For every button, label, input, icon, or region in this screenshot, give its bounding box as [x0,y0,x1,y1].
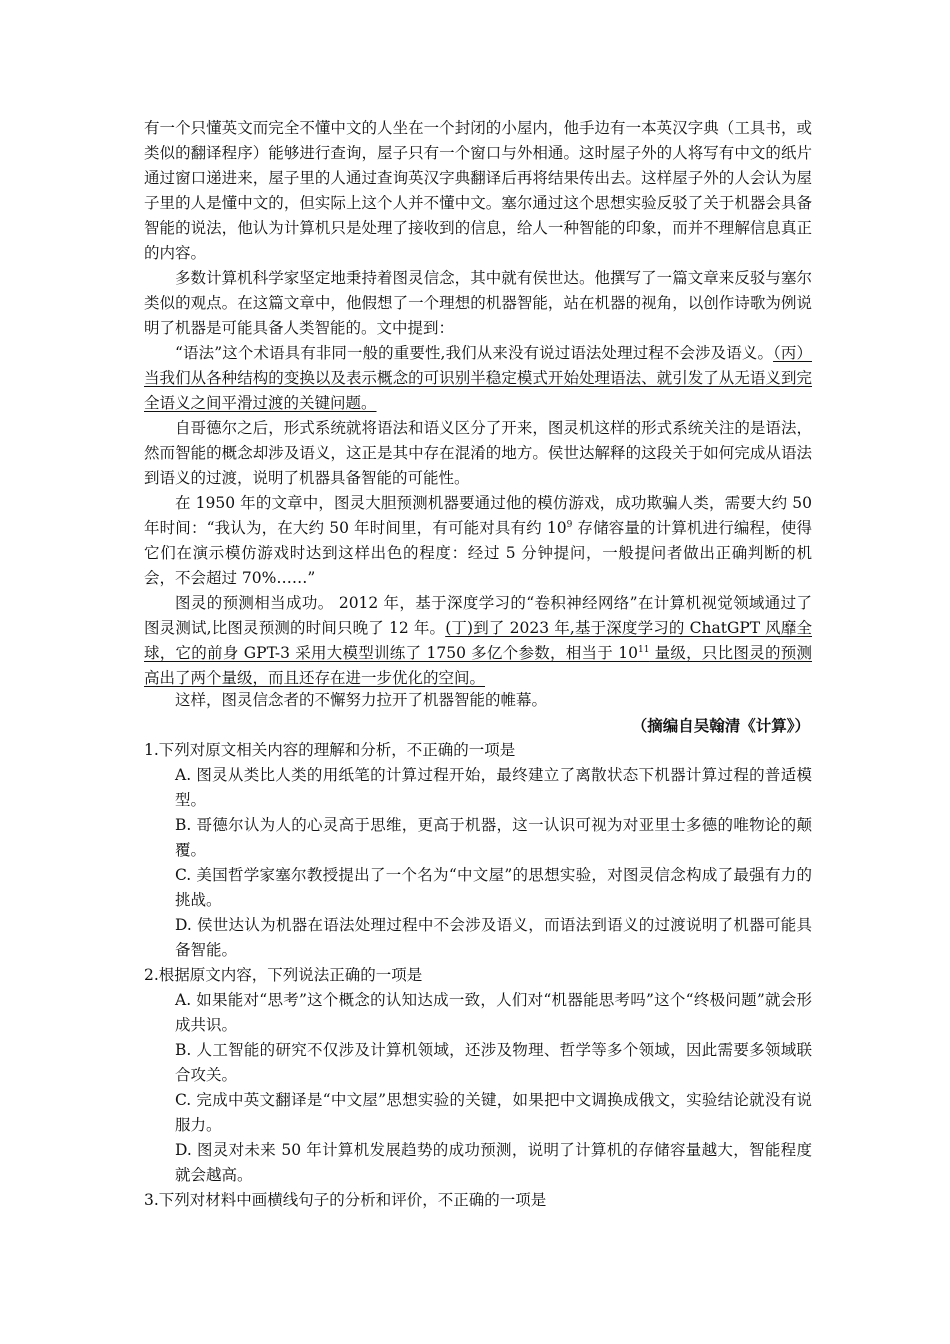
question-2-option-a: A. 如果能对“思考”这个概念的认知达成一致，人们对“机器能思考吗”这个“终极问题”就会形成共识。 [175,991,812,1034]
p6-superscript: 11 [637,644,650,655]
p6-underlined-a: (丁)到了 2023 年,基于深度学习的 ChatGPT 风靡全球，它的前身 GPT-3 采用大模型训练了 1750 多亿个参数，相当于 10 [144,619,812,662]
question-1-stem: 1.下列对原文相关内容的理解和分析，不正确的一项是 [144,741,516,759]
p6-underlined-b: 量级，只比图灵的预测高出了两个量级，而且还存在进一步优化的空间。 [144,644,812,687]
question-2-option-d: D. 图灵对未来 50 年计算机发展趋势的成功预测，说明了计算机的存储容量越大，智能程度就会越高。 [175,1141,812,1184]
passage-paragraph-7: 这样，图灵信念者的不懈努力拉开了机器智能的帷幕。 [175,691,548,709]
question-1-option-c: C. 美国哲学家塞尔教授提出了一个名为“中文屋”的思想实验，对图灵信念构成了最强有力的挑战。 [175,866,812,909]
underlined-sentence-bing: （丙）当我们从各种结构的变换以及表示概念的可识别半稳定模式开始处理语法、就引发了从无语义到完全语义之间平滑过渡的关键问题。 [144,344,812,412]
passage-paragraph-4: 自哥德尔之后，形式系统就将语法和语义区分了开来，图灵机这样的形式系统关注的是语法，然而智能的概念却涉及语义，这正是其中存在混淆的地方。侯世达解释的这段关于如何完成从语法到语义的过渡，说明了机器具备智能的可能性。 [144,419,812,487]
source-citation: （摘编自吴翰清《计算》） [631,716,810,735]
passage-paragraph-6 [144,591,812,691]
question-1-option-a: A. 图灵从类比人类的用纸笔的计算过程开始，最终建立了离散状态下机器计算过程的普适模型。 [175,766,812,809]
question-1-option-d: D. 侯世达认为机器在语法处理过程中不会涉及语义，而语法到语义的过渡说明了机器可能具备智能。 [175,916,812,959]
passage-paragraph-5 [144,491,812,591]
question-2-option-b: B. 人工智能的研究不仅涉及计算机领域，还涉及物理、哲学等多个领域，因此需要多领域联合攻关。 [175,1041,812,1084]
passage-quote-paragraph [144,341,812,416]
passage-paragraph-2: 多数计算机科学家坚定地秉持着图灵信念，其中就有侯世达。他撰写了一篇文章来反驳与塞尔类似的观点。在这篇文章中，他假想了一个理想的机器智能，站在机器的视角，以创作诗歌为例说明了机器是可能具备人类智能的。文中提到： [144,269,812,337]
p5-text-a: 在 1950 年的文章中，图灵大胆预测机器要通过他的模仿游戏，成功欺骗人类，需要大约 50 年时间：“我认为，在大约 50 年时间里，有可能对具有约 10 [144,494,812,537]
question-2-option-c: C. 完成中英文翻译是“中文屋”思想实验的关键，如果把中文调换成俄文，实验结论就没有说服力。 [175,1091,812,1134]
question-1-option-b: B. 哥德尔认为人的心灵高于思维，更高于机器，这一认识可视为对亚里士多德的唯物论的颠覆。 [175,816,812,859]
passage-paragraph-1: 有一个只懂英文而完全不懂中文的人坐在一个封闭的小屋内，他手边有一本英汉字典（工具书，或类似的翻译程序）能够进行查询，屋子只有一个窗口与外相通。这时屋子外的人将写有中文的纸片通过窗口递进来，屋子里的人通过查询英汉字典翻译后再将结果传出去。这样屋子外的人会认为屋子里的人是懂中文的，但实际上这个人并不懂中文。塞尔通过这个思想实验反驳了关于机器会具备智能的说法，他认为计算机只是处理了接收到的信息，给人一种智能的印象，而并不理解信息真正的内容。 [144,119,812,262]
question-3-stem: 3.下列对材料中画横线句子的分析和评价，不正确的一项是 [144,1191,547,1209]
p6-plain-text: 图灵的预测相当成功。 2012 年，基于深度学习的“卷积神经网络”在计算机视觉领域通过了图灵测试,比图灵预测的时间只晚了 12 年。 [144,594,812,637]
question-2-stem: 2.根据原文内容，下列说法正确的一项是 [144,966,423,984]
quote-plain-text: “语法”这个术语具有非同一般的重要性,我们从来没有说过语法处理过程不会涉及语义。 [175,344,774,362]
p5-text-b: 存储容量的计算机进行编程，使得它们在演示模仿游戏时达到这样出色的程度：经过 5 分钟提问，一般提问者做出正确判断的机会，不会超过 70%……” [144,519,812,587]
p5-superscript: 9 [566,519,573,530]
